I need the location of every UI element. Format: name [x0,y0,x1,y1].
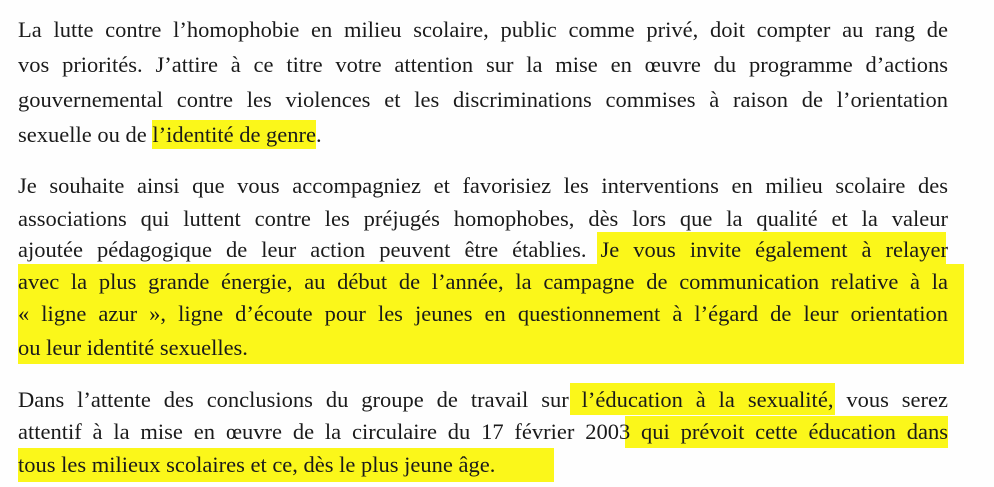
text-line: gouvernemental contre les violences et les discriminations commises à raison de l’orientation [18,87,948,112]
text-line [18,416,948,448]
text-run: ajoutée pédagogique de leur action peuvent être établies. [18,237,601,262]
text-run: . [316,122,322,147]
text-line: tous les milieux scolaires et ce, dès le plus jeune âge. [18,452,496,477]
text-line: ou leur identité sexuelles. [18,335,248,360]
highlighted-text: qui prévoit cette éducation dans [641,419,948,444]
text-line: associations qui luttent contre les préjugés homophobes, dès lors que la qualité et la valeur [18,206,948,231]
text-run: Dans l’attente des conclusions du groupe de travail sur [18,387,582,412]
highlighted-text: l’éducation à la sexualité [581,387,828,412]
text-line [18,384,948,416]
text-run: , vous serez [827,387,948,412]
text-run: sexuelle ou de [18,122,153,147]
text-line: Je souhaite ainsi que vous accompagniez et favorisiez les interventions en milieu scolaire des [18,173,948,198]
text-line: vos priorités. J’attire à ce titre votre attention sur la mise en œuvre du programme d’actions [18,52,948,77]
text-run: attentif à la mise en œuvre de la circulaire du 17 février 2003 [18,419,642,444]
text-line: « ligne azur », ligne d’écoute pour les jeunes en questionnement à l’égard de leur orientation [18,301,948,326]
highlighted-text: l’identité de genre [152,122,317,147]
text-line: avec la plus grande énergie, au début de l’année, la campagne de communication relative à la [18,269,948,294]
text-line [18,119,948,151]
text-line: La lutte contre l’homophobie en milieu scolaire, public comme privé, doit compter au rang de [18,17,948,42]
highlighted-text: Je vous invite également à relayer [600,237,949,262]
text-line [18,234,948,266]
